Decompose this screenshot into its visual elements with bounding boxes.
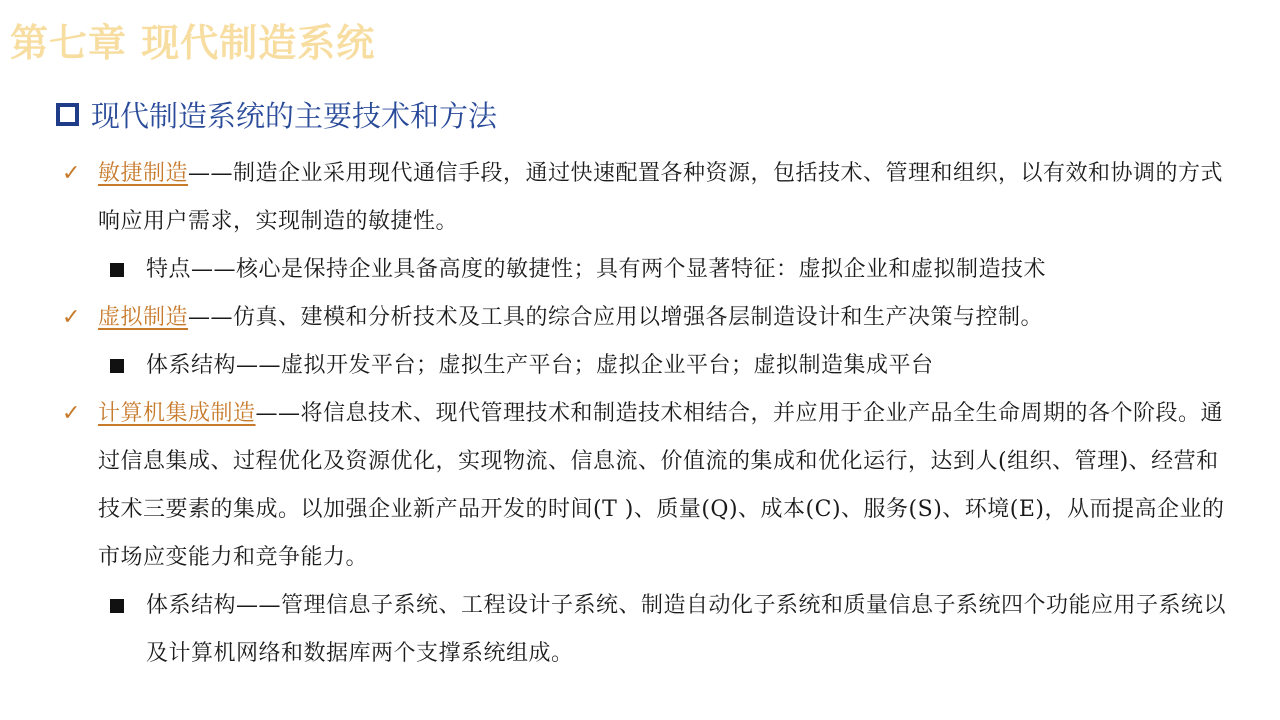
item-text: ——仿真、建模和分析技术及工具的综合应用以增强各层制造设计和生产决策与控制。 xyxy=(188,305,1044,330)
section-heading xyxy=(56,94,497,135)
sub-item-text: 体系结构——虚拟开发平台；虚拟生产平台；虚拟企业平台；虚拟制造集成平台 xyxy=(146,353,934,378)
chapter-title: 第七章 现代制造系统 xyxy=(10,21,376,65)
section-title: 现代制造系统的主要技术和方法 xyxy=(91,99,498,133)
square-bullet-icon xyxy=(56,103,79,126)
square-bullet-icon xyxy=(110,359,124,373)
term-link[interactable]: 计算机集成制造 xyxy=(98,401,256,426)
item-text: ——将信息技术、现代管理技术和制造技术相结合，并应用于企业产品全生命周期的各个阶段。通过信息集成、过程优化及资源优化，实现物流、信息流、价值流的集成和优化运行，达到人(组织、管理)、经营和技术三要素的集成。以加强企业新产品开发的时间(T )、质量(Q)、成本(C)、服务(S)、环境(E)，从而提高企业的市场应变能力和竞争能力。 xyxy=(98,401,1225,570)
square-bullet-icon xyxy=(110,599,124,613)
term-link[interactable]: 敏捷制造 xyxy=(98,161,189,186)
square-bullet-icon xyxy=(110,263,124,277)
sub-item xyxy=(0,246,1230,294)
check-icon: ✓ xyxy=(62,161,81,186)
content-list xyxy=(0,150,1280,678)
term-link[interactable]: 虚拟制造 xyxy=(98,305,189,330)
list-item-cims xyxy=(0,390,1230,582)
check-icon: ✓ xyxy=(62,305,81,330)
list-item-agile-manufacturing xyxy=(0,150,1230,246)
item-text: ——制造企业采用现代通信手段，通过快速配置各种资源，包括技术、管理和组织，以有效和协调的方式响应用户需求，实现制造的敏捷性。 xyxy=(98,161,1224,234)
check-icon: ✓ xyxy=(62,401,81,426)
sub-item xyxy=(0,342,1230,390)
list-item-virtual-manufacturing xyxy=(0,294,1230,342)
sub-item-text: 体系结构——管理信息子系统、工程设计子系统、制造自动化子系统和质量信息子系统四个功能应用子系统以及计算机网络和数据库两个支撑系统组成。 xyxy=(146,593,1227,666)
sub-item-text: 特点——核心是保持企业具备高度的敏捷性；具有两个显著特征：虚拟企业和虚拟制造技术 xyxy=(146,257,1047,282)
sub-item xyxy=(0,582,1230,678)
